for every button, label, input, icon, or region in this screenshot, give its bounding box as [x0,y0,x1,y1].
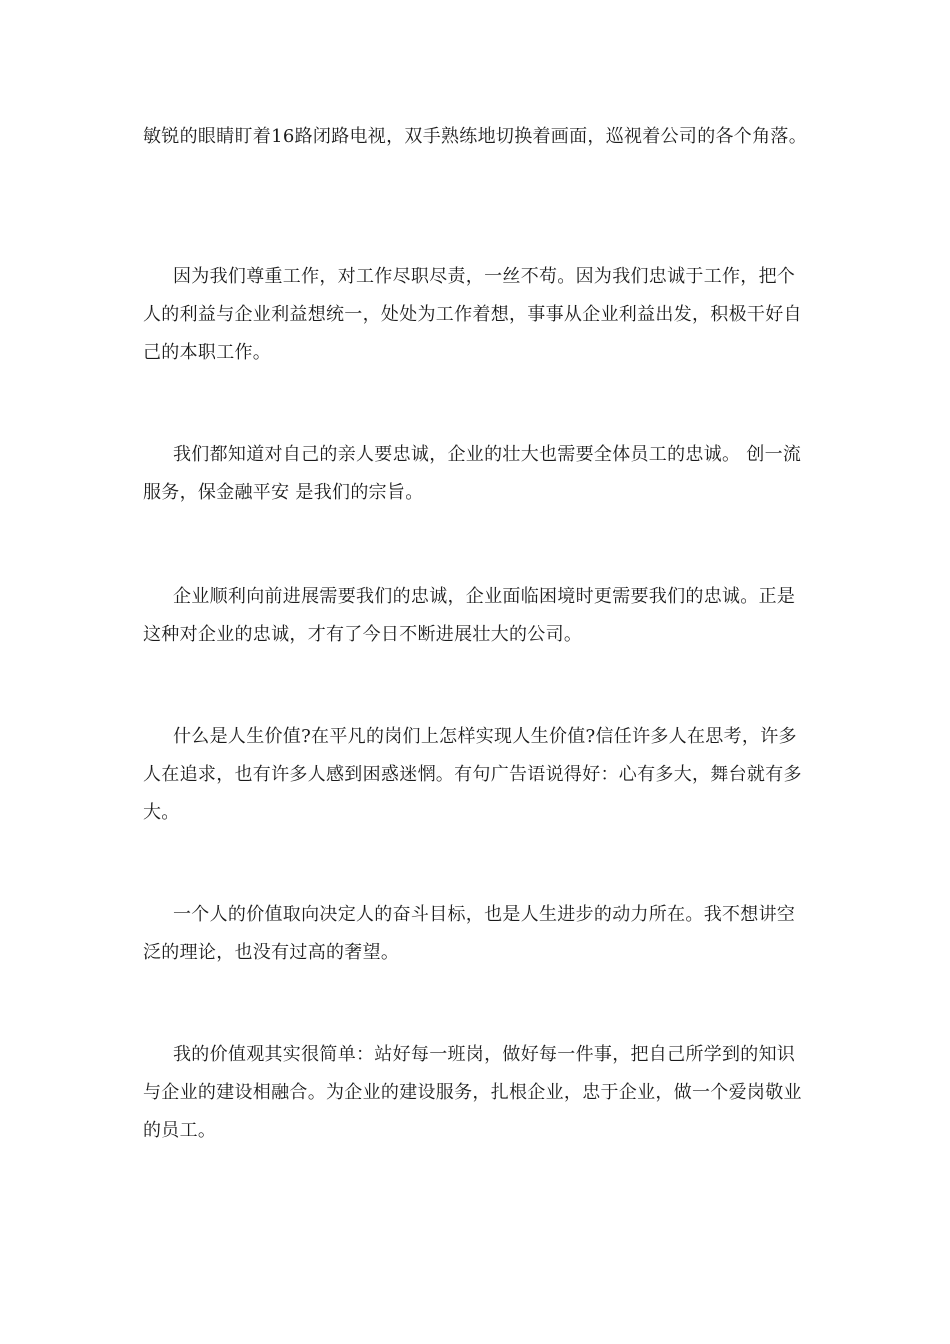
paragraph-4: 企业顺利向前进展需要我们的忠诚，企业面临困境时更需要我们的忠诚。正是这种对企业的忠诚，才有了今日不断进展壮大的公司。 [143,586,796,645]
paragraph-6: 一个人的价值取向决定人的奋斗目标，也是人生进步的动力所在。我不想讲空泛的理论，也没有过高的奢望。 [143,904,796,963]
paragraph-3: 我们都知道对自己的亲人要忠诚，企业的壮大也需要全体员工的忠诚。 创一流服务，保金融平安 是我们的宗旨。 [143,444,802,503]
paragraph-2: 因为我们尊重工作，对工作尽职尽责，一丝不苟。因为我们忠诚于工作，把个人的利益与企业利益想统一，处处为工作着想，事事从企业利益出发，积极干好自己的本职工作。 [143,266,802,363]
paragraph-5: 什么是人生价值?在平凡的岗们上怎样实现人生价值?信任许多人在思考，许多人在追求，也有许多人感到困惑迷惘。有句广告语说得好：心有多大，舞台就有多大。 [143,726,802,823]
paragraph-7: 我的价值观其实很简单：站好每一班岗，做好每一件事，把自己所学到的知识与企业的建设相融合。为企业的建设服务，扎根企业，忠于企业，做一个爱岗敬业的员工。 [143,1044,802,1141]
paragraph-1: 敏锐的眼睛盯着16路闭路电视，双手熟练地切换着画面，巡视着公司的各个角落。 [143,126,808,147]
